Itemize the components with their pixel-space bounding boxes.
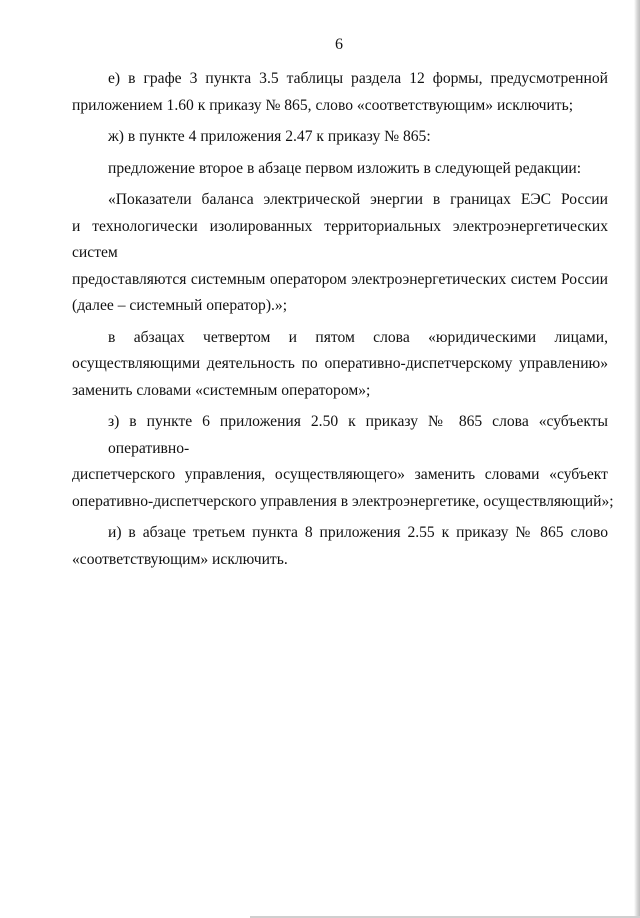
- paragraph-z: [72, 409, 614, 515]
- paragraph-i-line-1: и) в абзаце третьем пункта 8 приложения 2.55 к приказу № 865 слово: [108, 524, 608, 541]
- paragraph-proposal: [72, 156, 608, 183]
- paragraph-z-line-3: оперативно-диспетчерского управления в электроэнергетике, осуществляющий»;: [72, 492, 614, 510]
- paragraph-z-line-1: з) в пункте 6 приложения 2.50 к приказу № 865 слова «субъекты оперативно-: [108, 413, 608, 457]
- paragraph-i: [72, 520, 608, 573]
- paragraph-zh: [72, 124, 608, 151]
- paragraph-z-line-2: диспетчерского управления, осуществляющего» заменить словами «субъект: [72, 466, 608, 483]
- paragraph-abzatsy-line-1: в абзацах четвертом и пятом слова «юридическими лицами,: [108, 328, 608, 346]
- scan-right-edge: [634, 0, 640, 918]
- paragraph-quote-line-4: (далее – системный оператор).»;: [72, 297, 288, 314]
- page-number: 6: [335, 36, 343, 53]
- paragraph-abzatsy: [72, 325, 608, 405]
- paragraph-quote: [72, 187, 608, 320]
- paragraph-proposal-line-1: предложение второе в абзаце первом изложить в следующей редакции:: [108, 159, 582, 177]
- paragraph-quote-line-3: предоставляются системным оператором электроэнергетических систем России: [72, 270, 608, 288]
- paragraph-i-line-2: «соответствующим» исключить.: [72, 550, 288, 568]
- paragraph-abzatsy-line-2: осуществляющими деятельность по оперативно-диспетчерскому управлению»: [72, 355, 608, 372]
- paragraph-e: [72, 66, 608, 119]
- paragraph-e-line-2: приложением 1.60 к приказу № 865, слово «соответствующим» исключить;: [72, 96, 574, 114]
- paragraph-abzatsy-line-3: заменить словами «системным оператором»;: [72, 381, 371, 399]
- document-body: [72, 66, 614, 578]
- paragraph-quote-line-1: «Показатели баланса электрической энергии в границах ЕЭС России: [108, 191, 608, 208]
- paragraph-e-line-1: е) в графе 3 пункта 3.5 таблицы раздела 12 формы, предусмотренной: [108, 70, 608, 87]
- paragraph-zh-line-1: ж) в пункте 4 приложения 2.47 к приказу № 865:: [108, 128, 431, 145]
- paragraph-quote-line-2: и технологически изолированных территориальных электроэнергетических систем: [72, 217, 608, 261]
